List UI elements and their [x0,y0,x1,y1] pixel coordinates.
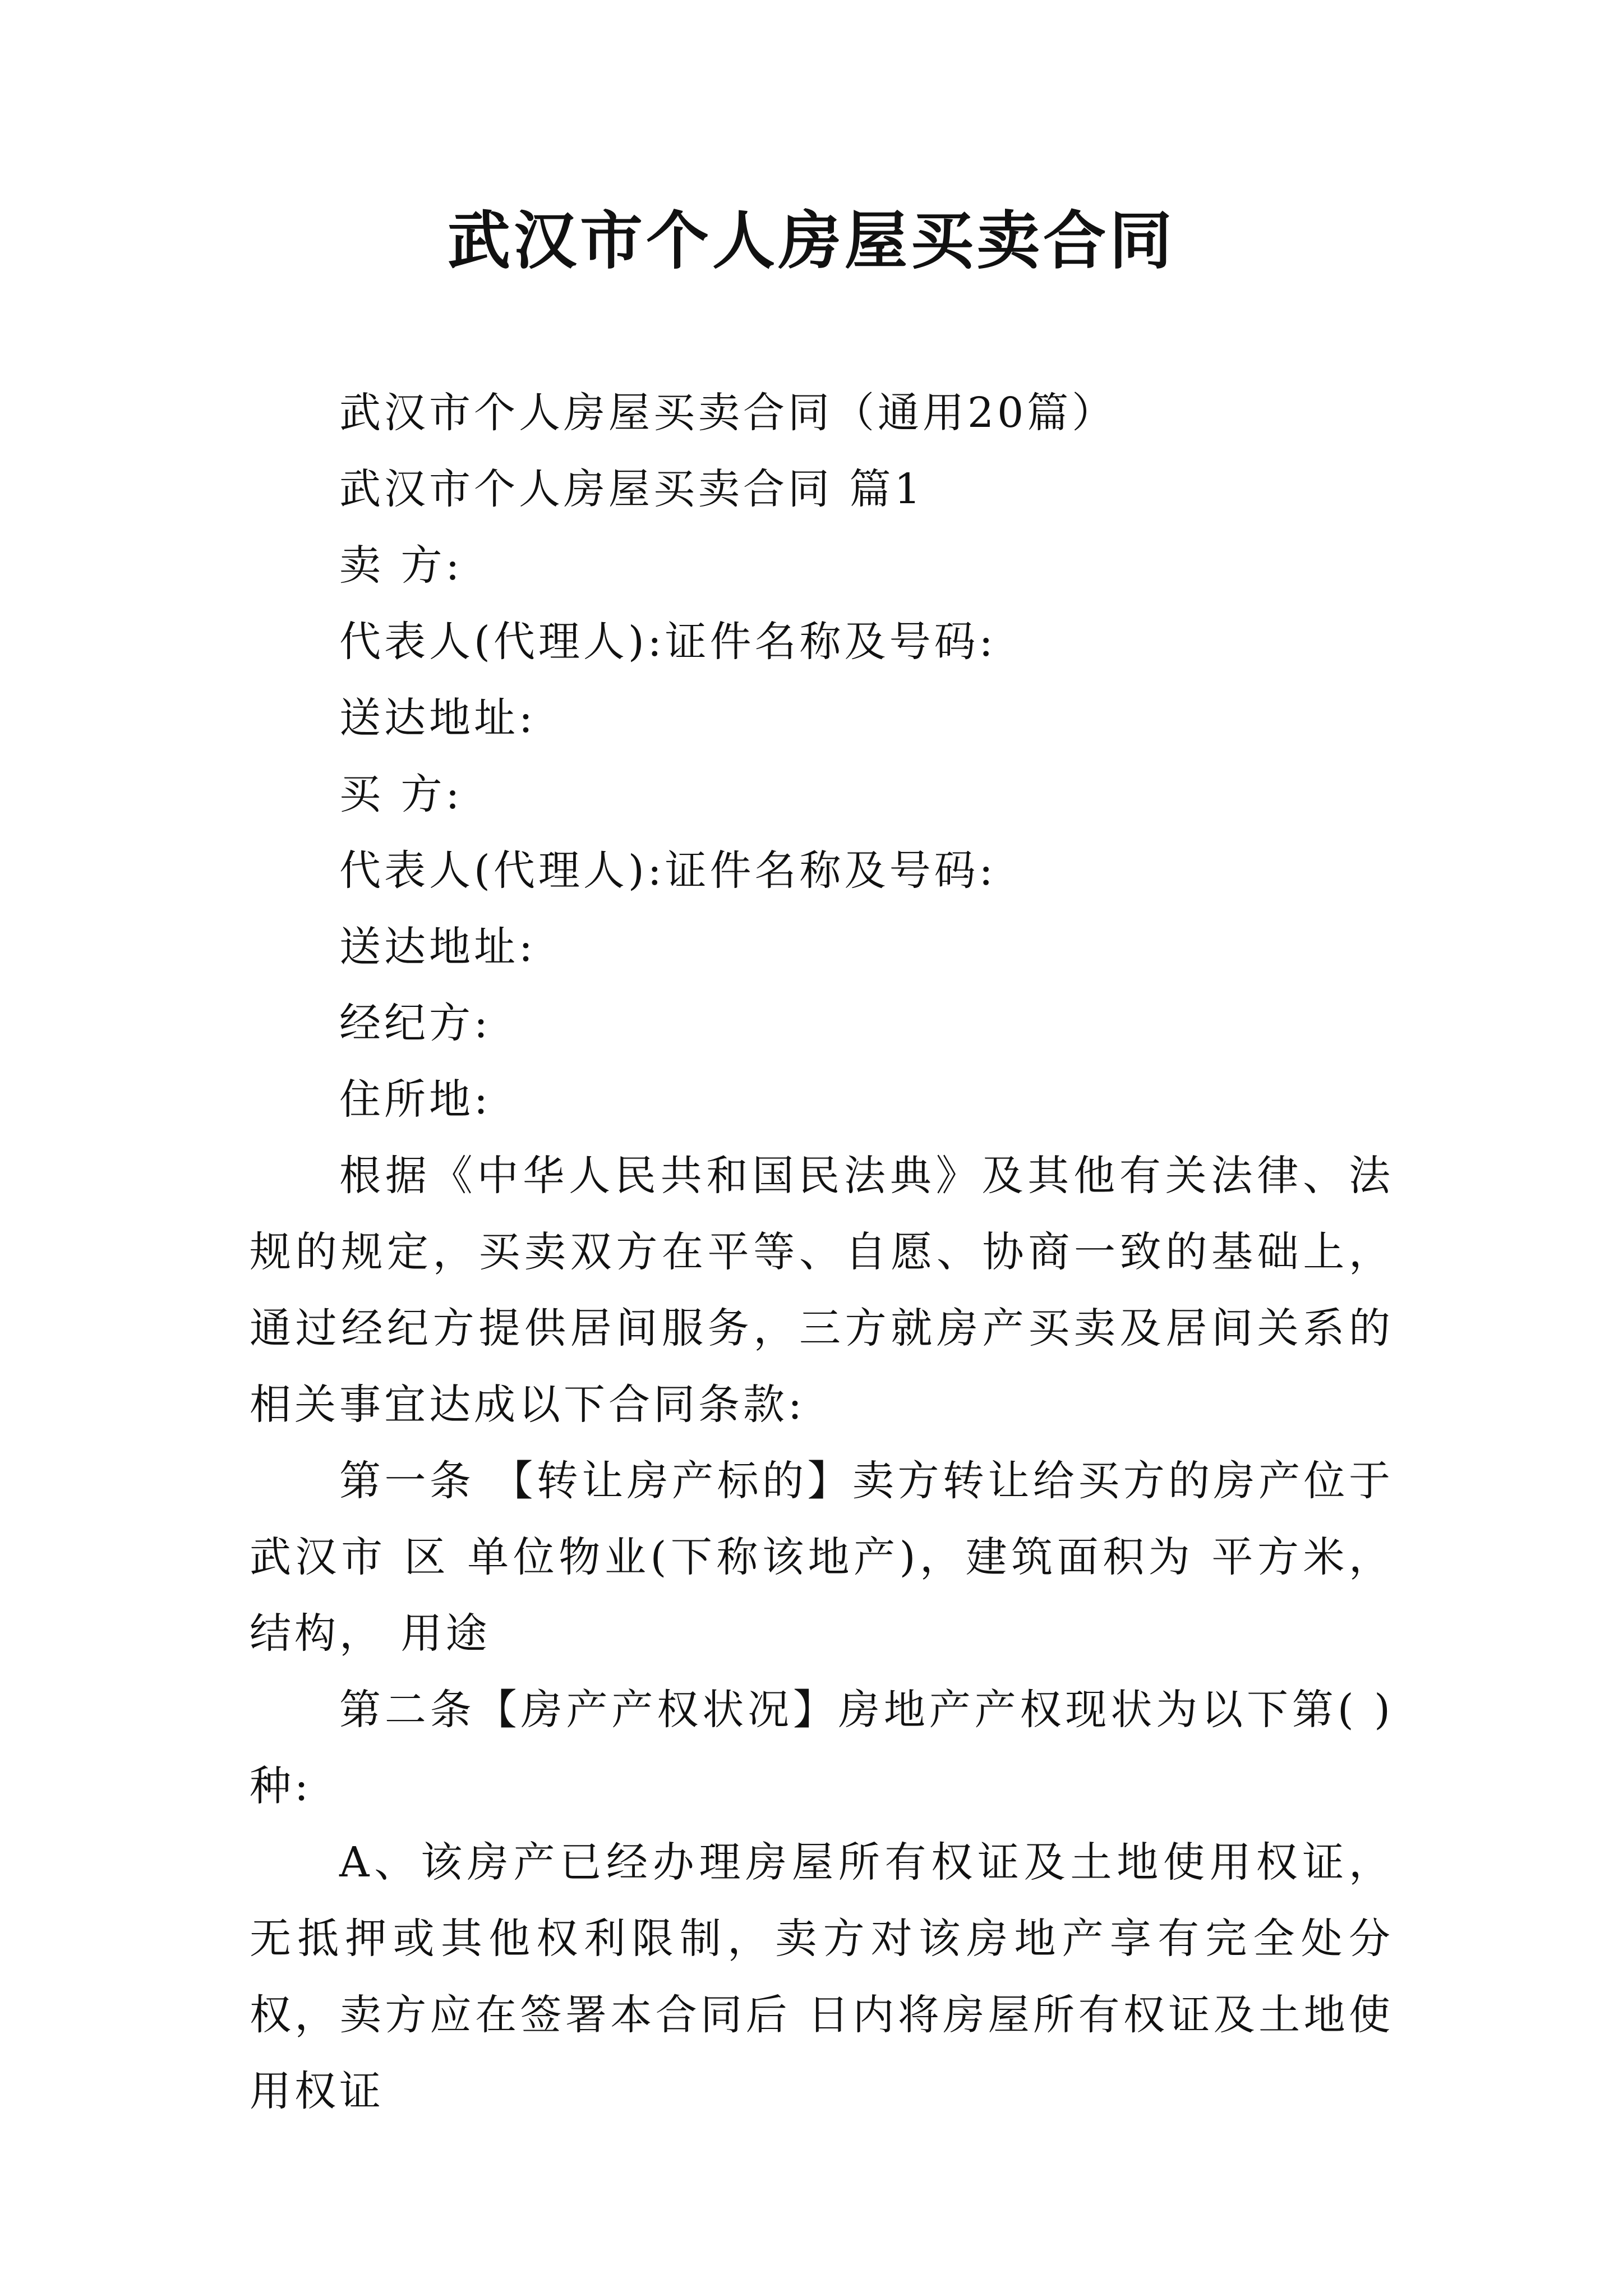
buyer-representative-label: 代表人(代理人):证件名称及号码: [339,846,997,895]
agent-address-label: 住所地: [339,1075,491,1124]
preamble-paragraph: 根据《中华人民共和国民法典》及其他有关法律、法规的规定，买卖双方在平等、自愿、协商一致的基础上，通过经纪方提供居间服务，三方就房产买卖及居间关系的相关事宜达成以下合同条款: [250,1152,1394,1429]
buyer-address-label: 送达地址: [339,923,536,971]
article-1-paragraph: 第一条 【转让房产标的】卖方转让给买方的房产位于武汉市 区 单位物业(下称该地产)，建筑面积为 平方米，结构， 用途 [250,1457,1394,1658]
section-heading: 武汉市个人房屋买卖合同 篇1 [339,465,924,513]
subtitle-line: 武汉市个人房屋买卖合同（通用20篇） [339,389,1117,437]
buyer-label: 买 方: [339,770,463,818]
seller-representative-label: 代表人(代理人):证件名称及号码: [339,618,997,666]
document-body [250,375,1394,2129]
article-2-paragraph: 第二条【房产产权状况】房地产产权现状为以下第( )种: [250,1686,1394,1810]
option-a-paragraph: A、该房产已经办理房屋所有权证及土地使用权证，无抵押或其他权利限制，卖方对该房地产享有完全处分权，卖方应在签署本合同后 日内将房屋所有权证及土地使用权证 [250,1838,1394,2115]
document-title: 武汉市个人房屋买卖合同 [448,204,1175,278]
seller-address-label: 送达地址: [339,694,536,742]
seller-label: 卖 方: [339,541,463,590]
agent-label: 经纪方: [339,999,491,1047]
